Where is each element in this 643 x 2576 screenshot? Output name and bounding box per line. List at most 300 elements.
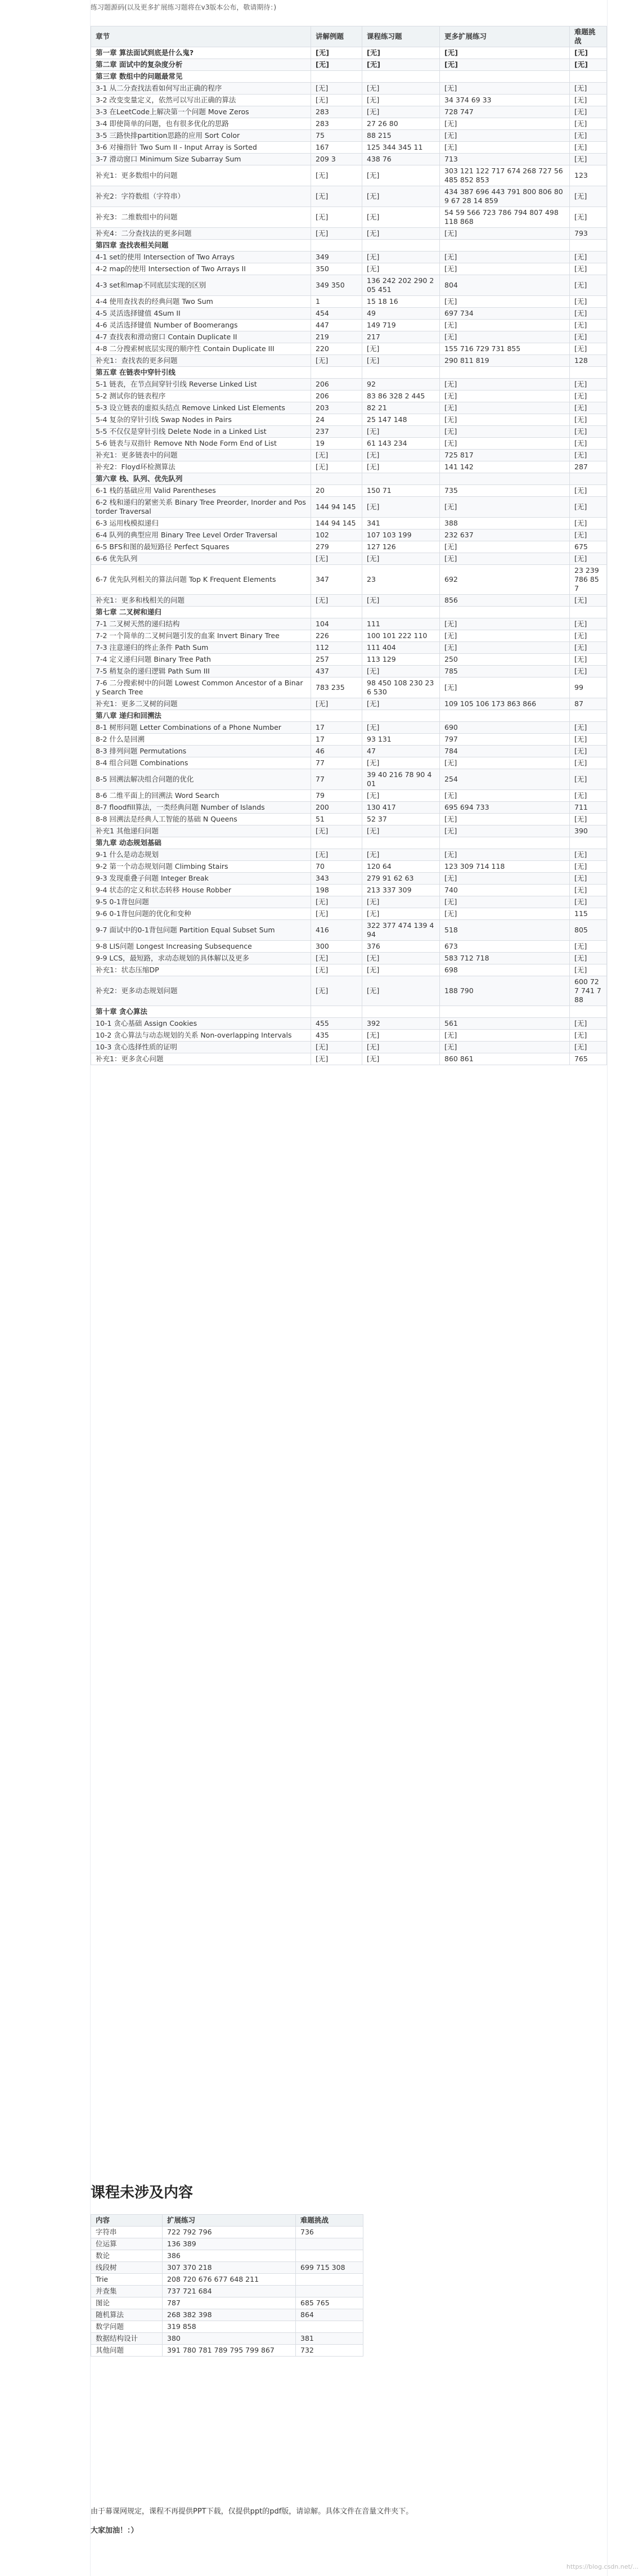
table-cell: [无] <box>311 976 362 1006</box>
table-cell: 290 811 819 <box>440 355 570 367</box>
table-cell: [无] <box>570 953 607 964</box>
table-cell: 10-1 贪心基础 Assign Cookies <box>91 1018 311 1030</box>
table-row <box>91 529 607 541</box>
table-cell: 860 861 <box>440 1053 570 1065</box>
table-cell: 583 712 718 <box>440 953 570 964</box>
table-row <box>91 964 607 976</box>
extra-topics-header <box>91 2215 363 2227</box>
footer-line-1: 由于幕课网规定，课程不再提供PPT下载，仅提供ppt的pdf版，请谅解。具体文件在音量文件夹下。 <box>91 2507 413 2516</box>
table-cell: 补充1：更多二叉树的问题 <box>91 698 311 710</box>
table-row <box>91 228 607 240</box>
table-cell: 561 <box>440 1018 570 1030</box>
table-cell: 690 <box>440 722 570 734</box>
table-cell: 392 <box>362 1018 440 1030</box>
table-cell: [无] <box>362 355 440 367</box>
table-row <box>91 920 607 941</box>
table-cell: 第五章 在链表中穿针引线 <box>91 367 311 379</box>
table-cell: [无] <box>311 228 362 240</box>
table-cell: [无] <box>570 83 607 95</box>
chapter-row <box>91 837 607 849</box>
table-cell: [无] <box>362 207 440 228</box>
table-row <box>91 941 607 953</box>
table-cell <box>440 1006 570 1018</box>
table-cell: [无] <box>570 402 607 414</box>
table-cell <box>296 2321 363 2333</box>
table-cell: [无] <box>570 426 607 438</box>
table-cell: 740 <box>440 885 570 896</box>
table-cell: 其他问题 <box>91 2345 163 2357</box>
table-cell: 24 <box>311 414 362 426</box>
table-cell: [无] <box>570 414 607 426</box>
table-cell: [无] <box>311 83 362 95</box>
table1-column-header: 讲解例题 <box>311 26 362 47</box>
table-cell: 7-5 稍复杂的递归逻辑 Path Sum III <box>91 666 311 677</box>
table-cell: 692 <box>440 565 570 595</box>
table-cell: [无] <box>311 355 362 367</box>
table-cell: 347 <box>311 565 362 595</box>
table-cell <box>570 837 607 849</box>
table-cell: 83 86 328 2 445 <box>362 391 440 402</box>
table-row <box>91 802 607 814</box>
table1-column-header: 难题挑战 <box>570 26 607 47</box>
table-cell <box>570 607 607 618</box>
table-cell: [无] <box>311 553 362 565</box>
table-cell: 219 <box>311 331 362 343</box>
table-cell: 711 <box>570 802 607 814</box>
table-cell <box>570 367 607 379</box>
table-cell: [无] <box>362 186 440 207</box>
table-cell: 4-3 set和map不同底层实现的区别 <box>91 275 311 296</box>
table-row <box>91 642 607 654</box>
table-cell: [无] <box>311 1053 362 1065</box>
table-cell: 第九章 动态规划基础 <box>91 837 311 849</box>
table-cell: [无] <box>440 228 570 240</box>
table-row <box>91 485 607 497</box>
table-cell: [无] <box>362 343 440 355</box>
table-cell <box>311 473 362 485</box>
table-cell: 447 <box>311 320 362 331</box>
chapter-row <box>91 47 607 59</box>
chapter-row <box>91 240 607 252</box>
table2-column-header: 扩展练习 <box>163 2215 296 2227</box>
table-cell: 787 <box>163 2297 296 2309</box>
table-cell: 10-2 贪心算法与动态规划的关系 Non-overlapping Intervals <box>91 1030 311 1042</box>
table-cell: 54 59 566 723 786 794 807 498 118 868 <box>440 207 570 228</box>
table-cell: 6-4 队列的典型应用 Binary Tree Level Order Traversal <box>91 529 311 541</box>
chapter-row <box>91 367 607 379</box>
table-cell: 5-2 测试你的链表程序 <box>91 391 311 402</box>
table-row <box>91 1030 607 1042</box>
table-cell: 第十章 贪心算法 <box>91 1006 311 1018</box>
table-cell: 第八章 递归和回溯法 <box>91 710 311 722</box>
table-cell: 376 <box>362 941 440 953</box>
table-cell: [无] <box>362 896 440 908</box>
table-cell: [无] <box>570 666 607 677</box>
table-cell: [无] <box>362 1042 440 1053</box>
table-row <box>91 2297 363 2309</box>
table-cell: 70 <box>311 861 362 873</box>
table-cell: [无] <box>570 118 607 130</box>
table-cell <box>570 240 607 252</box>
table-cell: [无] <box>311 953 362 964</box>
table-cell: [无] <box>362 666 440 677</box>
table-cell: [无] <box>570 154 607 165</box>
table-cell: [无] <box>362 1030 440 1042</box>
table-cell: 补充1 其他递归问题 <box>91 825 311 837</box>
table-cell: [无] <box>440 47 570 59</box>
exercise-table-header <box>91 26 607 47</box>
table-cell: 300 <box>311 941 362 953</box>
table-cell <box>296 2286 363 2297</box>
table-row <box>91 722 607 734</box>
table-cell <box>362 71 440 83</box>
table-cell: 5-3 设立链表的虚拟头结点 Remove Linked List Elements <box>91 402 311 414</box>
table-cell: 200 <box>311 802 362 814</box>
table-cell: 61 143 234 <box>362 438 440 450</box>
table-cell: 补充1：查找表的更多问题 <box>91 355 311 367</box>
table-cell: 7-3 注意递归的终止条件 Path Sum <box>91 642 311 654</box>
table-cell <box>296 2250 363 2262</box>
table-cell: 补充1：更多贪心问题 <box>91 1053 311 1065</box>
table-cell: [无] <box>440 849 570 861</box>
table-cell: 补充2：更多动态规划问题 <box>91 976 311 1006</box>
table-cell: 17 <box>311 722 362 734</box>
table-row <box>91 142 607 154</box>
table-cell: 23 239 786 857 <box>570 565 607 595</box>
table-cell: 454 <box>311 308 362 320</box>
table-cell: 736 <box>296 2227 363 2238</box>
table-cell: 434 387 696 443 791 800 806 809 67 28 14 859 <box>440 186 570 207</box>
table-cell: [无] <box>440 677 570 698</box>
table-cell: 149 719 <box>362 320 440 331</box>
table-cell: [无] <box>362 757 440 769</box>
table-cell: 52 37 <box>362 814 440 825</box>
table-cell: 319 858 <box>163 2321 296 2333</box>
table-cell: [无] <box>362 553 440 565</box>
table-cell: 7-2 一个简单的二叉树问题引发的血案 Invert Binary Tree <box>91 630 311 642</box>
table-cell: [无] <box>362 450 440 461</box>
table-cell: [无] <box>570 595 607 607</box>
table1-column-header: 课程练习题 <box>362 26 440 47</box>
table-row <box>91 814 607 825</box>
table-cell: [无] <box>440 553 570 565</box>
exercise-table <box>91 26 607 1065</box>
table-cell: [无] <box>311 59 362 71</box>
table-row <box>91 825 607 837</box>
table-cell: [无] <box>362 849 440 861</box>
table-row <box>91 1042 607 1053</box>
table-cell: [无] <box>440 414 570 426</box>
table-cell: 图论 <box>91 2297 163 2309</box>
table-cell: 8-5 回溯法解决组合问题的优化 <box>91 769 311 790</box>
table-cell: [无] <box>570 379 607 391</box>
table-cell: 250 <box>440 654 570 666</box>
table-cell: 39 40 216 78 90 401 <box>362 769 440 790</box>
table-cell: 25 147 148 <box>362 414 440 426</box>
table-row <box>91 414 607 426</box>
table-cell: [无] <box>362 953 440 964</box>
table-cell: 722 792 796 <box>163 2227 296 2238</box>
table-cell: 518 <box>440 920 570 941</box>
table-cell: 856 <box>440 595 570 607</box>
table-cell: [无] <box>570 896 607 908</box>
table-cell: 100 101 222 110 <box>362 630 440 642</box>
table-cell: [无] <box>440 642 570 654</box>
table-row <box>91 106 607 118</box>
table2-column-header: 内容 <box>91 2215 163 2227</box>
table-cell: [无] <box>440 142 570 154</box>
table-cell: 695 694 733 <box>440 802 570 814</box>
table-cell: [无] <box>362 252 440 263</box>
table-cell: 735 <box>440 485 570 497</box>
table-cell: [无] <box>570 320 607 331</box>
table-cell: [无] <box>440 497 570 518</box>
table-cell: [无] <box>570 1018 607 1030</box>
table-cell <box>311 607 362 618</box>
table-row <box>91 275 607 296</box>
table-cell: 6-6 优先队列 <box>91 553 311 565</box>
table-cell: [无] <box>570 885 607 896</box>
document-page <box>90 0 608 2576</box>
table-cell: 8-3 排列问题 Permutations <box>91 746 311 757</box>
table-row <box>91 677 607 698</box>
table-cell: [无] <box>311 698 362 710</box>
table-cell: 673 <box>440 941 570 953</box>
table-cell: [无] <box>311 186 362 207</box>
table-cell: 9-4 状态的定义和状态转移 House Robber <box>91 885 311 896</box>
footer-line-2: 大家加油！：） <box>91 2526 138 2535</box>
table-cell: 3-5 三路快排partition思路的应用 Sort Color <box>91 130 311 142</box>
table-cell: 391 780 781 789 795 799 867 <box>163 2345 296 2357</box>
table-cell: 765 <box>570 1053 607 1065</box>
table-cell: 6-1 栈的基础应用 Valid Parentheses <box>91 485 311 497</box>
table-cell <box>311 710 362 722</box>
table-cell: 120 64 <box>362 861 440 873</box>
table-cell: 732 <box>296 2345 363 2357</box>
table-cell: [无] <box>570 861 607 873</box>
table-cell: [无] <box>570 746 607 757</box>
table-cell: [无] <box>362 95 440 106</box>
table-cell: [无] <box>440 379 570 391</box>
table-cell <box>440 473 570 485</box>
table-cell: [无] <box>440 426 570 438</box>
table-cell: 388 <box>440 518 570 529</box>
table-cell: [无] <box>570 734 607 746</box>
footer-note <box>91 2502 413 2541</box>
table-cell: 10-3 贪心选择性质的证明 <box>91 1042 311 1053</box>
table-cell: [无] <box>570 106 607 118</box>
table-cell: [无] <box>570 263 607 275</box>
table-cell: [无] <box>440 1042 570 1053</box>
table-row <box>91 595 607 607</box>
chapter-row <box>91 71 607 83</box>
table-cell: [无] <box>570 485 607 497</box>
table-cell: [无] <box>362 1053 440 1065</box>
table-cell: 20 <box>311 485 362 497</box>
table-cell: 713 <box>440 154 570 165</box>
table-cell: 数论 <box>91 2250 163 2262</box>
table-cell: 144 94 145 <box>311 518 362 529</box>
table-cell: [无] <box>311 896 362 908</box>
table-cell: [无] <box>570 1030 607 1042</box>
table-cell: 3-1 从二分查找法看如何写出正确的程序 <box>91 83 311 95</box>
table-cell: 3-6 对撞指针 Two Sum II - Input Array is Sorted <box>91 142 311 154</box>
table-cell: 112 <box>311 642 362 654</box>
table-cell: 349 350 <box>311 275 362 296</box>
table-cell <box>570 473 607 485</box>
table-cell <box>362 710 440 722</box>
table-cell: [无] <box>440 252 570 263</box>
table-cell: 783 235 <box>311 677 362 698</box>
table-row <box>91 2321 363 2333</box>
table-cell: 113 129 <box>362 654 440 666</box>
table-cell: [无] <box>362 426 440 438</box>
table-cell: 77 <box>311 769 362 790</box>
table-cell: 675 <box>570 541 607 553</box>
table-row <box>91 343 607 355</box>
table-cell: 390 <box>570 825 607 837</box>
table-cell: 123 <box>570 165 607 186</box>
table-row <box>91 165 607 186</box>
table-cell: 98 450 108 230 236 530 <box>362 677 440 698</box>
table-cell: [无] <box>570 964 607 976</box>
table-cell <box>311 1006 362 1018</box>
table1-column-header: 更多扩展练习 <box>440 26 570 47</box>
table-row <box>91 207 607 228</box>
table-row <box>91 896 607 908</box>
table-cell: 144 94 145 <box>311 497 362 518</box>
table-cell: 130 417 <box>362 802 440 814</box>
table-cell: [无] <box>570 722 607 734</box>
table-cell: [无] <box>440 873 570 885</box>
table-cell: 5-6 链表与双指针 Remove Nth Node Form End of List <box>91 438 311 450</box>
table-cell: [无] <box>362 47 440 59</box>
table-cell: 343 <box>311 873 362 885</box>
table-cell: [无] <box>570 941 607 953</box>
table-cell: 102 <box>311 529 362 541</box>
table-cell: 283 <box>311 118 362 130</box>
table-cell: 位运算 <box>91 2238 163 2250</box>
table-row <box>91 186 607 207</box>
table-cell: [无] <box>362 964 440 976</box>
table-row <box>91 618 607 630</box>
table-row <box>91 402 607 414</box>
table-cell: 104 <box>311 618 362 630</box>
table-cell: [无] <box>440 825 570 837</box>
table-cell: [无] <box>362 595 440 607</box>
section-title: 课程未涉及内容 <box>91 2184 194 2201</box>
table-row <box>91 2274 363 2286</box>
chapter-row <box>91 59 607 71</box>
table-cell: 136 389 <box>163 2238 296 2250</box>
table-row <box>91 154 607 165</box>
table-cell: [无] <box>440 618 570 630</box>
table-cell: 198 <box>311 885 362 896</box>
table-cell: [无] <box>311 1042 362 1053</box>
table-cell: 15 18 16 <box>362 296 440 308</box>
table-cell: 6-3 运用栈模拟递归 <box>91 518 311 529</box>
table1-column-header: 章节 <box>91 26 311 47</box>
table-cell: [无] <box>570 95 607 106</box>
table-cell: [无] <box>570 518 607 529</box>
table-row <box>91 118 607 130</box>
table-cell <box>570 1006 607 1018</box>
table-cell: [无] <box>362 165 440 186</box>
table-row <box>91 654 607 666</box>
table-cell: 9-9 LCS，最短路，求动态规划的具体解以及更多 <box>91 953 311 964</box>
table-cell: [无] <box>440 118 570 130</box>
table-cell: [无] <box>440 391 570 402</box>
table-cell: 4-2 map的使用 Intersection of Two Arrays II <box>91 263 311 275</box>
table-cell: 75 <box>311 130 362 142</box>
table-row <box>91 252 607 263</box>
table-cell: [无] <box>362 908 440 920</box>
table-cell: 341 <box>362 518 440 529</box>
table-cell: 435 <box>311 1030 362 1042</box>
table-cell: 1 <box>311 296 362 308</box>
table-cell: 287 <box>570 461 607 473</box>
table-cell: [无] <box>570 391 607 402</box>
table-cell: [无] <box>311 908 362 920</box>
table-cell: 8-7 floodfill算法，一类经典问题 Number of Islands <box>91 802 311 814</box>
table-cell: 补充1：更多链表中的问题 <box>91 450 311 461</box>
table2-column-header: 难题挑战 <box>296 2215 363 2227</box>
table-cell: 6-7 优先队列相关的算法问题 Top K Frequent Elements <box>91 565 311 595</box>
table-cell: 785 <box>440 666 570 677</box>
table-cell: [无] <box>311 47 362 59</box>
table-cell: 线段树 <box>91 2262 163 2274</box>
table-cell: 补充4：二分查找法的更多问题 <box>91 228 311 240</box>
table-cell: 数据结构设计 <box>91 2333 163 2345</box>
table-cell: [无] <box>362 497 440 518</box>
table-cell: 167 <box>311 142 362 154</box>
table-cell: [无] <box>570 343 607 355</box>
table-cell: 206 <box>311 391 362 402</box>
table-cell: [无] <box>362 461 440 473</box>
table-cell: [无] <box>440 130 570 142</box>
table-cell: 第六章 栈、队列、优先队列 <box>91 473 311 485</box>
table-cell: 349 <box>311 252 362 263</box>
table-cell: [无] <box>440 630 570 642</box>
table-cell: 107 103 199 <box>362 529 440 541</box>
table-cell: 111 404 <box>362 642 440 654</box>
table-cell: 793 <box>570 228 607 240</box>
table-cell: 9-5 0-1背包问题 <box>91 896 311 908</box>
table-row <box>91 355 607 367</box>
table-cell: 188 790 <box>440 976 570 1006</box>
table-cell: 109 105 106 173 863 866 <box>440 698 570 710</box>
chapter-row <box>91 710 607 722</box>
table-cell: 3-4 即使简单的问题，也有很多优化的思路 <box>91 118 311 130</box>
table-cell: 737 721 684 <box>163 2286 296 2297</box>
table-cell: 4-5 灵活选择键值 4Sum II <box>91 308 311 320</box>
table-cell: 7-4 定义递归问题 Binary Tree Path <box>91 654 311 666</box>
table-cell: 141 142 <box>440 461 570 473</box>
table-cell: 补充1：更多数组中的问题 <box>91 165 311 186</box>
table-cell: 208 720 676 677 648 211 <box>163 2274 296 2286</box>
table-cell: 123 309 714 118 <box>440 861 570 873</box>
table-cell: [无] <box>570 618 607 630</box>
table-row <box>91 95 607 106</box>
table-cell: 217 <box>362 331 440 343</box>
table-cell: 213 337 309 <box>362 885 440 896</box>
table-cell: 864 <box>296 2309 363 2321</box>
table-cell: [无] <box>440 908 570 920</box>
table-cell: 第七章 二叉树和递归 <box>91 607 311 618</box>
table-cell: 115 <box>570 908 607 920</box>
table-cell: [无] <box>311 165 362 186</box>
table-cell: 5-4 复杂的穿针引线 Swap Nodes in Pairs <box>91 414 311 426</box>
